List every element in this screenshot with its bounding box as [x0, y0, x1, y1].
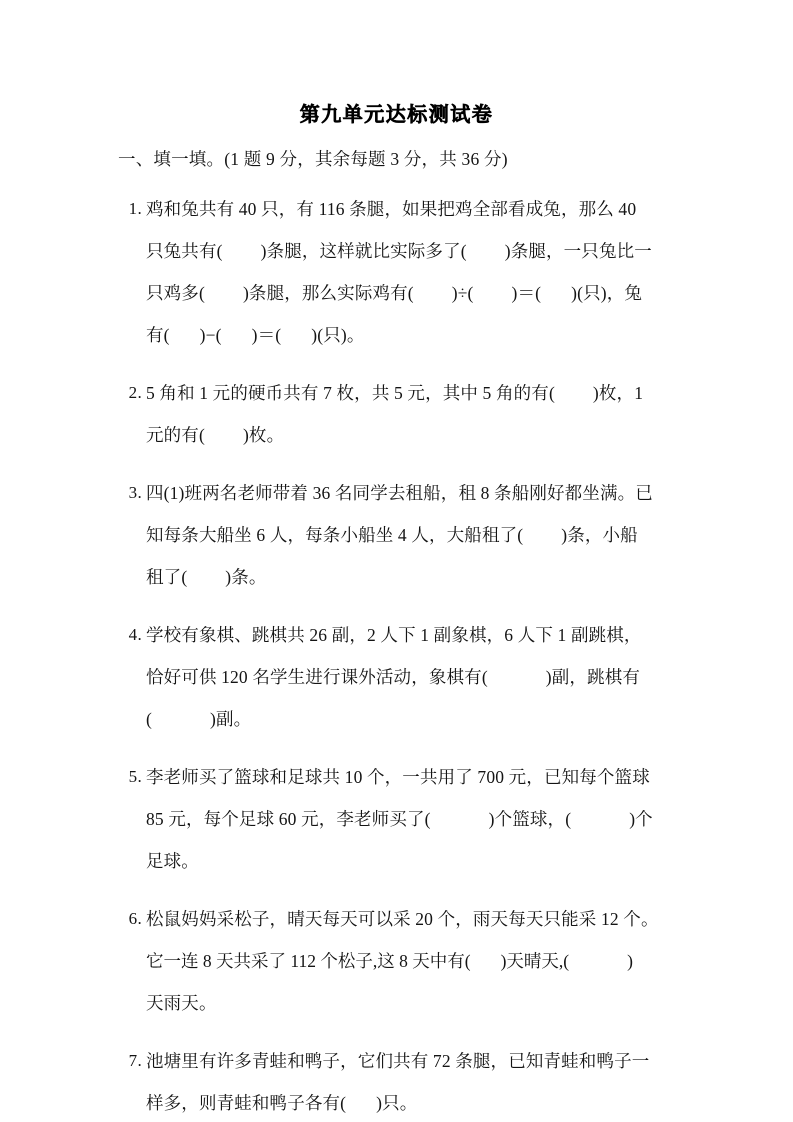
question-line — [146, 940, 680, 982]
question-text: 只。 — [382, 1093, 418, 1113]
question-text: 副，跳棋有 — [551, 667, 641, 687]
answer-blank[interactable]: ( ) — [163, 325, 206, 345]
answer-blank[interactable]: ( ) — [563, 951, 633, 971]
question-number: 4. — [128, 625, 142, 644]
question-item — [118, 472, 680, 598]
question-item — [118, 898, 680, 1024]
question-line — [146, 514, 680, 556]
question-text: 它一连 8 天共采了 112 个松子,这 8 天中有 — [146, 951, 465, 971]
question-line — [146, 556, 680, 598]
question-text: 只兔共有 — [146, 241, 217, 261]
question-text: 只鸡多 — [146, 283, 199, 303]
question-list — [118, 188, 680, 1122]
question-text: 天雨天。 — [146, 993, 217, 1013]
question-text: 足球。 — [146, 851, 199, 871]
answer-blank[interactable]: ( ) — [460, 241, 511, 261]
answer-blank[interactable]: ( ) — [216, 241, 267, 261]
question-text: 池塘里有许多青蛙和鸭子，它们共有 72 条腿，已知青蛙和鸭子一 — [146, 1051, 650, 1071]
question-text: 条腿，一只兔比一 — [510, 241, 652, 261]
answer-blank[interactable]: ( ) — [481, 667, 552, 687]
question-line — [146, 272, 680, 314]
question-line — [146, 230, 680, 272]
question-item — [118, 756, 680, 882]
question-number: 5. — [128, 767, 142, 786]
question-text: 枚，1 — [598, 383, 644, 403]
question-line — [146, 372, 680, 414]
question-text: (只)，兔 — [577, 283, 643, 303]
question-text: 松鼠妈妈采松子，晴天每天可以采 20 个，雨天每天只能采 12 个。 — [146, 909, 659, 929]
question-line — [146, 698, 680, 740]
question-number: 2. — [128, 383, 142, 402]
question-line — [146, 472, 680, 514]
question-text: 知每条大船坐 6 人，每条小船坐 4 人，大船租了 — [146, 525, 518, 545]
answer-blank[interactable]: ( ) — [215, 325, 258, 345]
question-item — [118, 372, 680, 456]
answer-blank[interactable]: ( ) — [181, 567, 232, 587]
question-number: 1. — [128, 199, 142, 218]
question-line — [146, 614, 680, 656]
question-text: − — [205, 325, 216, 345]
question-item — [118, 188, 680, 356]
answer-blank[interactable]: ( ) — [198, 425, 249, 445]
answer-blank[interactable]: ( ) — [340, 1093, 383, 1113]
question-text: 租了 — [146, 567, 182, 587]
question-text: 条，小船 — [567, 525, 638, 545]
question-text: ＝ — [517, 283, 536, 303]
answer-blank[interactable]: ( ) — [467, 283, 518, 303]
question-text: ＝ — [257, 325, 276, 345]
question-line — [146, 188, 680, 230]
answer-blank[interactable]: ( ) — [517, 525, 568, 545]
answer-blank[interactable]: ( ) — [548, 383, 599, 403]
question-text: 85 元，每个足球 60 元，李老师买了 — [146, 809, 425, 829]
question-line — [146, 314, 680, 356]
question-text: 四(1)班两名老师带着 36 名同学去租船，租 8 条船刚好都坐满。已 — [146, 483, 653, 503]
question-text: 条。 — [231, 567, 267, 587]
answer-blank[interactable]: ( ) — [146, 709, 216, 729]
question-item — [118, 614, 680, 740]
question-text: ÷ — [457, 283, 468, 303]
question-text: 个篮球， — [494, 809, 566, 829]
page-title: 第九单元达标测试卷 — [299, 102, 494, 126]
question-text: 样多，则青蛙和鸭子各有 — [146, 1093, 341, 1113]
question-text: 个 — [635, 809, 653, 829]
question-line — [146, 840, 680, 882]
question-text: 天晴天, — [506, 951, 564, 971]
question-number: 6. — [128, 909, 142, 928]
question-item — [118, 1040, 680, 1122]
answer-blank[interactable]: ( ) — [464, 951, 507, 971]
question-line — [146, 898, 680, 940]
question-text: 副。 — [215, 709, 252, 729]
question-text: 李老师买了篮球和足球共 10 个，一共用了 700 元，已知每个篮球 — [146, 767, 650, 787]
question-text: 恰好可供 120 名学生进行课外活动，象棋有 — [146, 667, 482, 687]
answer-blank[interactable]: ( ) — [424, 809, 495, 829]
question-line — [146, 756, 680, 798]
question-number: 3. — [128, 483, 142, 502]
question-text: 学校有象棋、跳棋共 26 副，2 人下 1 副象棋，6 人下 1 副跳棋， — [146, 625, 642, 645]
answer-blank[interactable]: ( ) — [198, 283, 249, 303]
question-line — [146, 1082, 680, 1122]
question-number: 7. — [128, 1051, 142, 1070]
question-text: 元的有 — [146, 425, 199, 445]
answer-blank[interactable]: ( ) — [275, 325, 318, 345]
answer-blank[interactable]: ( ) — [407, 283, 458, 303]
answer-blank[interactable]: ( ) — [565, 809, 636, 829]
question-text: (只)。 — [317, 325, 365, 345]
question-line — [146, 982, 680, 1024]
question-line — [146, 414, 680, 456]
question-line — [146, 1040, 680, 1082]
question-text: 枚。 — [248, 425, 285, 445]
section-heading: 一、填一填。(1 题 9 分，其余每题 3 分，共 36 分) — [118, 149, 508, 169]
question-text: 鸡和兔共有 40 只，有 116 条腿，如果把鸡全部看成兔，那么 40 — [146, 199, 637, 219]
question-line — [146, 798, 680, 840]
answer-blank[interactable]: ( ) — [535, 283, 578, 303]
question-line — [146, 656, 680, 698]
question-text: 有 — [146, 325, 164, 345]
question-text: 5 角和 1 元的硬币共有 7 枚，共 5 元，其中 5 角的有 — [146, 383, 549, 403]
question-text: 条腿，这样就比实际多了 — [266, 241, 461, 261]
question-text: 条腿，那么实际鸡有 — [248, 283, 408, 303]
